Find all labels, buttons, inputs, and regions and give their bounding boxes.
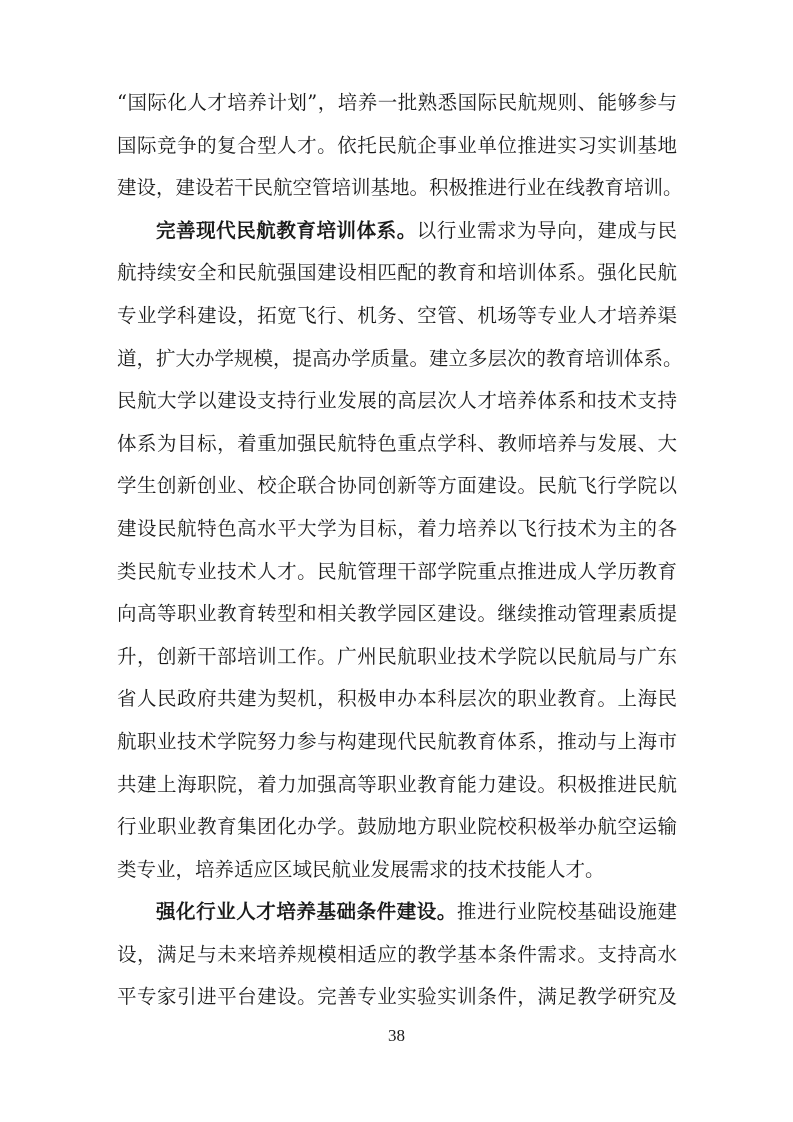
text-line: 建设，建设若干民航空管培训基地。积极推进行业在线教育培训。 bbox=[117, 176, 683, 200]
text-line: 共建上海职院，着力加强高等职业教育能力建设。积极推进民航 bbox=[117, 772, 677, 796]
text-line: 国际竞争的复合型人才。依托民航企事业单位推进实习实训基地 bbox=[117, 133, 677, 157]
text-line: 航职业技术学院努力参与构建现代民航教育体系，推动与上海市 bbox=[117, 729, 677, 753]
text-line: 学生创新创业、校企联合协同创新等方面建设。民航飞行学院以 bbox=[117, 474, 677, 498]
text-line: 类民航专业技术人才。民航管理干部学院重点推进成人学历教育 bbox=[117, 559, 677, 583]
text-line: 平专家引进平台建设。完善专业实验实训条件，满足教学研究及 bbox=[117, 985, 677, 1009]
text-span: 推进行业院校基础设施建 bbox=[456, 900, 677, 924]
text-line bbox=[117, 891, 677, 934]
paragraph-lead-heading: 完善现代民航教育培训体系。 bbox=[156, 218, 417, 242]
text-line: 道，扩大办学规模，提高办学质量。建立多层次的教育培训体系。 bbox=[117, 346, 683, 370]
paragraph-3 bbox=[117, 891, 677, 1019]
text-line: “国际化人才培养计划”，培养一批熟悉国际民航规则、能够参与 bbox=[117, 91, 677, 114]
text-line: 升，创新干部培训工作。广州民航职业技术学院以民航局与广东 bbox=[117, 644, 677, 668]
page-number: 38 bbox=[388, 1026, 405, 1045]
paragraph-lead-heading: 强化行业人才培养基础条件建设。 bbox=[156, 900, 457, 924]
text-line: 行业职业教育集团化办学。鼓励地方职业院校积极举办航空运输 bbox=[117, 815, 677, 839]
text-line: 省人民政府共建为契机，积极申办本科层次的职业教育。上海民 bbox=[117, 687, 677, 711]
text-line: 设，满足与未来培养规模相适应的教学基本条件需求。支持高水 bbox=[117, 942, 677, 966]
body-text bbox=[117, 82, 683, 1019]
text-line: 航持续安全和民航强国建设相匹配的教育和培训体系。强化民航 bbox=[117, 261, 677, 285]
paragraph-2 bbox=[117, 210, 683, 892]
paragraph-1 bbox=[117, 82, 683, 210]
text-line: 类专业，培养适应区域民航业发展需求的技术技能人才。 bbox=[117, 857, 605, 881]
text-line: 建设民航特色高水平大学为目标，着力培养以飞行技术为主的各 bbox=[117, 516, 677, 540]
text-line: 向高等职业教育转型和相关教学园区建设。继续推动管理素质提 bbox=[117, 602, 677, 626]
text-line: 民航大学以建设支持行业发展的高层次人才培养体系和技术支持 bbox=[117, 389, 677, 413]
text-line bbox=[117, 210, 677, 253]
text-span: 以行业需求为导向，建成与民 bbox=[416, 218, 677, 242]
text-line: 专业学科建设，拓宽飞行、机务、空管、机场等专业人才培养渠 bbox=[117, 303, 677, 327]
text-line: 体系为目标，着重加强民航特色重点学科、教师培养与发展、大 bbox=[117, 431, 677, 455]
